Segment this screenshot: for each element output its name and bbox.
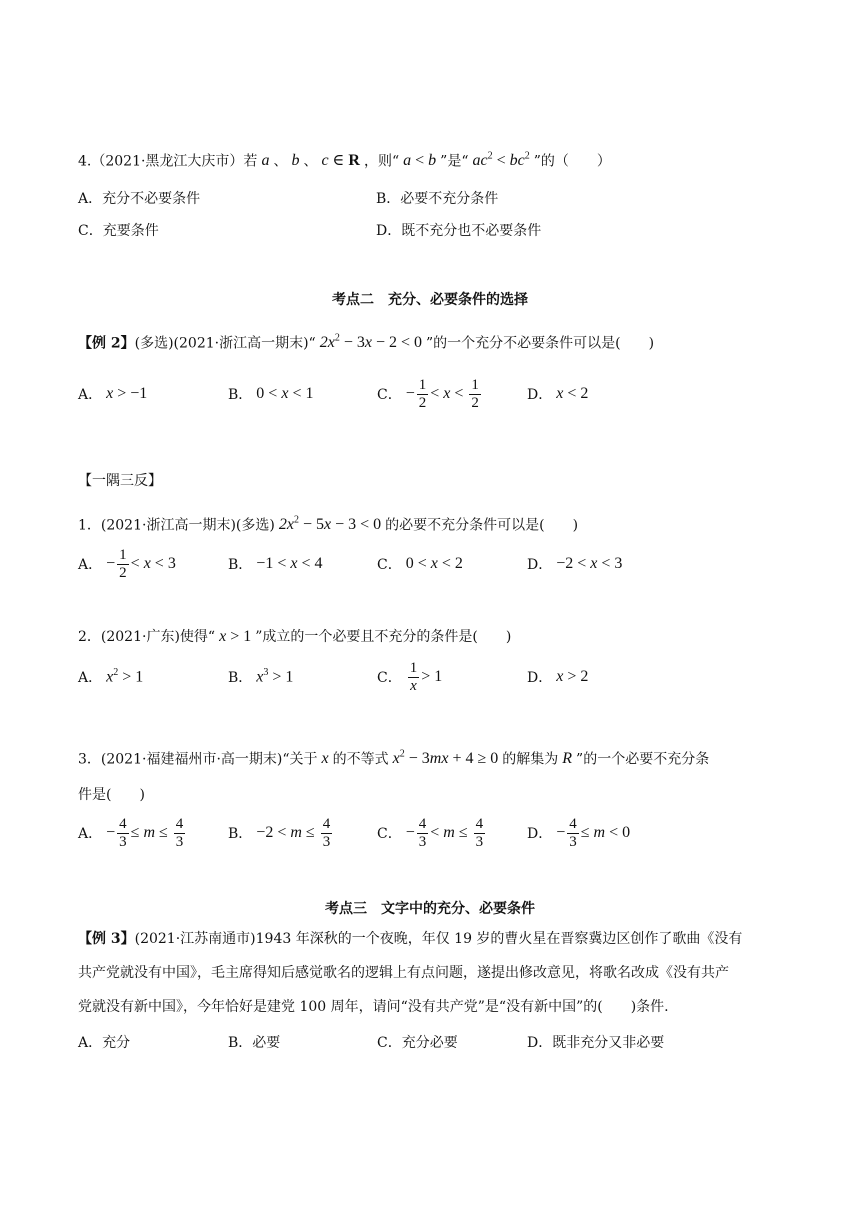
- practice-3-option-c: C． − $\frac{4}{3}$ < m ≤ $\frac{4}{3}$: [377, 815, 484, 850]
- practice-1: 1．(2021·浙江高一期末)(多选) $2x^2 - 5x - 3 < 0$ 的必要不充分条件可以是( ): [78, 515, 579, 534]
- practice-3-option-a: A． − $\frac{4}{3}$ ≤ m ≤ $\frac{4}{3}$: [78, 815, 184, 850]
- example-3-line3: 党就没有新中国》，今年恰好是建党 100 周年，请问“没有共产党”是“没有新中国”的( )条件.: [78, 999, 669, 1015]
- math-a-lt-b: a < b: [403, 152, 437, 170]
- practice-2-option-c: C． $\frac{1}{x}$ > 1: [377, 659, 443, 694]
- question-4-source: 4.（2021·黑龙江大庆市）若: [78, 153, 258, 170]
- example-3-tag: 【例 3】: [78, 931, 135, 947]
- practice-2-option-b: B． $x^3 > 1$: [228, 667, 294, 686]
- example-2: [78, 328, 796, 354]
- practice-1-option-c: C． 0 < x < 2: [377, 555, 463, 573]
- example-3-option-d: D．既非充分又非必要: [527, 1035, 665, 1051]
- practice-2-option-a: A． $x^2 > 1$: [78, 667, 144, 686]
- question-4-option-b: B．必要不充分条件: [376, 191, 499, 207]
- section-2-heading: 考点二 充分、必要条件的选择: [332, 292, 528, 308]
- example-3-option-b: B．必要: [228, 1035, 281, 1051]
- example-2-option-b: B． 0 < x < 1: [228, 385, 314, 403]
- example-3-option-c: C．充分必要: [377, 1035, 458, 1051]
- practice-3: 3．(2021·福建福州市·高一期末)“关于 x 的不等式 $x^2 - 3mx + 4 \ge 0$ 的解集为 R ”的一个必要不充分条: [78, 749, 710, 768]
- math-x2-3mx-4: $x^2 - 3mx + 4 \ge 0$: [392, 749, 499, 768]
- question-4-option-c: C．充要条件: [78, 223, 159, 239]
- section-3-heading: 考点三 文字中的充分、必要条件: [325, 901, 535, 917]
- example-2-text: (多选)(2021·浙江高一期末)“: [134, 335, 316, 352]
- practice-3-option-b: B． −2 < m ≤ $\frac{4}{3}$: [228, 815, 331, 850]
- practice-1-option-b: B． −1 < x < 4: [228, 555, 323, 573]
- math-2x2-3x-2: $2x^2 - 3x - 2 < 0$: [319, 333, 423, 352]
- example-2-option-c: C． − $\frac{1}{2}$ < x < $\frac{1}{2}$: [377, 376, 479, 411]
- question-4-text: ，则“: [363, 153, 400, 170]
- example-2-option-a: A． x > −1: [78, 385, 148, 403]
- math-b: b: [291, 152, 300, 170]
- practice-3-option-d: D． − $\frac{4}{3}$ ≤ m < 0: [527, 815, 631, 850]
- math-c-in-R: c ∈ R: [321, 152, 360, 170]
- math-ac2-lt-bc2: $ac^2 < bc^2$: [472, 151, 530, 170]
- example-3-line1: [78, 928, 796, 950]
- example-2-tag: 【例 2】: [78, 335, 135, 352]
- question-4-text: ”是“: [440, 153, 469, 170]
- example-2-option-d: D． x < 2: [527, 385, 589, 403]
- example-2-tail: ”的一个充分不必要条件可以是( ): [426, 335, 655, 352]
- question-4-option-a: A．充分不必要条件: [78, 191, 201, 207]
- math-x-gt-1: x > 1: [219, 628, 252, 645]
- practice-2: 2．(2021·广东)使得“ x > 1 ”成立的一个必要且不充分的条件是( ): [78, 628, 512, 645]
- question-4: 4.（2021·黑龙江大庆市）若 a 、 b 、 c ∈ R ，则“ a < b ”是“ $ac^2 < bc^2$ ”的（ ）: [78, 151, 611, 170]
- question-4-option-d: D．既不充分也不必要条件: [376, 223, 542, 239]
- practice-3-line2: 件是( ): [78, 787, 145, 803]
- example-3-line2: 共产党就没有中国》，毛主席得知后感觉歌名的逻辑上有点问题，遂提出修改意见，将歌名改成《没有共产: [78, 965, 729, 981]
- practice-1-option-d: D． −2 < x < 3: [527, 555, 623, 573]
- practice-2-option-d: D． x > 2: [527, 668, 589, 686]
- math-a: a: [261, 152, 270, 170]
- question-4-text: ”的（ ）: [533, 153, 611, 170]
- example-3-text: (2021·江苏南通市)1943 年深秋的一个夜晚，年仅 19 岁的曹火星在晋察冀边区创作了歌曲《没有: [134, 931, 743, 947]
- math-2x2-5x-3: $2x^2 - 5x - 3 < 0$: [278, 515, 382, 534]
- example-3-option-a: A．充分: [78, 1035, 131, 1051]
- practice-1-option-a: A． − $\frac{1}{2}$ < x < 3: [78, 546, 176, 581]
- practice-heading: 【一隅三反】: [78, 473, 162, 489]
